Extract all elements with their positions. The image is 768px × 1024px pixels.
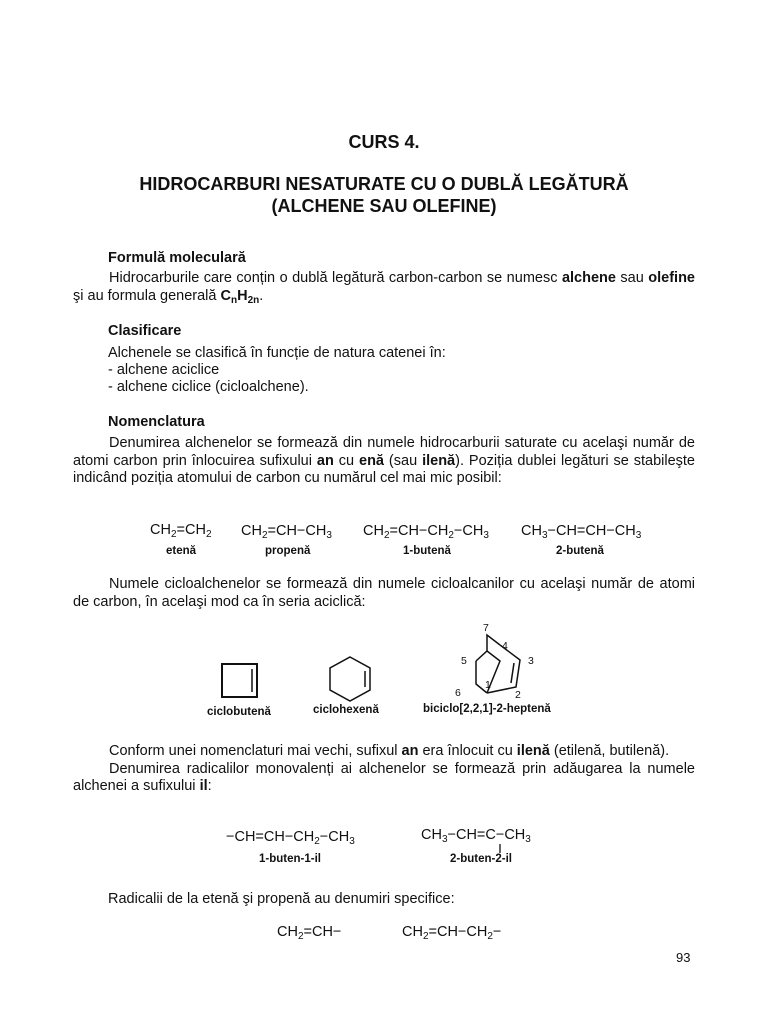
- heading-nomenclature: Nomenclatura: [108, 414, 205, 430]
- formula-ethene: $CH_2=CH_2$: [150, 522, 212, 540]
- paragraph-nomenclature: Denumirea alchenelor se formează din numele hidrocarburii saturate cu acelaşi număr de atomi carbon prin înlocuirea sufixului an cu enă (sau ilenă). Poziția dublei legături se stabileşte indicând poziția atomului de carbon cu numărul cel mai mic posibil:: [73, 435, 695, 486]
- classification-intro: Alchenele se clasifică în funcție de natura catenei în:: [108, 345, 446, 361]
- heading-molecular-formula: Formulă moleculară: [108, 250, 246, 266]
- paragraph-cycloalkenes: Numele cicloalchenelor se formează din numele cicloalcanilor cu acelaşi număr de atomi de carbon, în acelaşi mod ca în seria aciclică:: [73, 576, 695, 610]
- label-2-butene: 2-butenă: [556, 545, 604, 557]
- formula-1-buten-1-il: $-CH=CH-CH_2-CH_3$: [226, 829, 355, 847]
- heading-classification: Clasificare: [108, 323, 182, 339]
- label-ethene: etenă: [166, 545, 197, 557]
- page-subtitle: (ALCHENE SAU OLEFINE): [271, 196, 497, 216]
- paragraph-old-nomenclature: Conform unei nomenclaturi mai vechi, sufixul an era înlocuit cu ilenă (etilenă, butilenă). Denumirea radicalilor monovalenți ai alchenelor se formează prin adăugarea la numele alchenei a sufixului il:: [73, 743, 695, 794]
- cyclohexene-structure: [328, 656, 376, 704]
- atom-number-4: 4: [502, 640, 508, 652]
- paragraph-molecular-formula: Hidrocarburile care conțin o dublă legătură carbon-carbon se numesc alchene sau olefine şi au formula generală $C_nH_{2n}$.: [73, 270, 695, 306]
- formula-1-butene: $CH_2=CH-CH_2-CH_3$: [363, 523, 489, 541]
- course-number: CURS 4.: [348, 132, 420, 152]
- formula-propene: $CH_2=CH-CH_3$: [241, 523, 332, 541]
- label-bicycloheptene: biciclo[2,2,1]-2-heptenă: [423, 703, 551, 715]
- formula-allyl: $CH_2=CH-CH_2-$: [402, 924, 502, 942]
- atom-number-1: 1: [485, 679, 491, 691]
- cyclobutene-structure: [221, 663, 261, 699]
- formula-2-butene: $CH_3-CH=CH-CH_3$: [521, 523, 642, 541]
- label-cyclohexene: ciclohexenă: [313, 704, 379, 716]
- atom-number-6: 6: [455, 687, 461, 699]
- general-formula: $C_nH_{2n}$: [220, 287, 260, 306]
- page-number: 93: [676, 950, 691, 965]
- atom-number-5: 5: [461, 655, 467, 667]
- label-propene: propenă: [265, 545, 311, 557]
- formula-vinyl: $CH_2=CH-$: [277, 924, 342, 942]
- label-2-buten-2-il: 2-buten-2-il: [450, 853, 512, 865]
- label-cyclobutene: ciclobutenă: [207, 706, 271, 718]
- formula-2-buten-2-il: $CH_3-CH=C-CH_3$: [421, 827, 531, 845]
- label-1-butene: 1-butenă: [403, 545, 451, 557]
- classification-item-acyclic: - alchene aciclice: [108, 362, 220, 378]
- label-1-buten-1-il: 1-buten-1-il: [259, 853, 321, 865]
- atom-number-7: 7: [483, 622, 489, 634]
- page-title: HIDROCARBURI NESATURATE CU O DUBLĂ LEGĂTURĂ: [139, 174, 629, 194]
- specific-radicals-text: Radicalii de la etenă şi propenă au denumiri specifice:: [108, 891, 455, 907]
- atom-number-3: 3: [528, 655, 534, 667]
- classification-item-cyclic: - alchene ciclice (cicloalchene).: [108, 379, 309, 395]
- atom-number-2: 2: [515, 689, 521, 701]
